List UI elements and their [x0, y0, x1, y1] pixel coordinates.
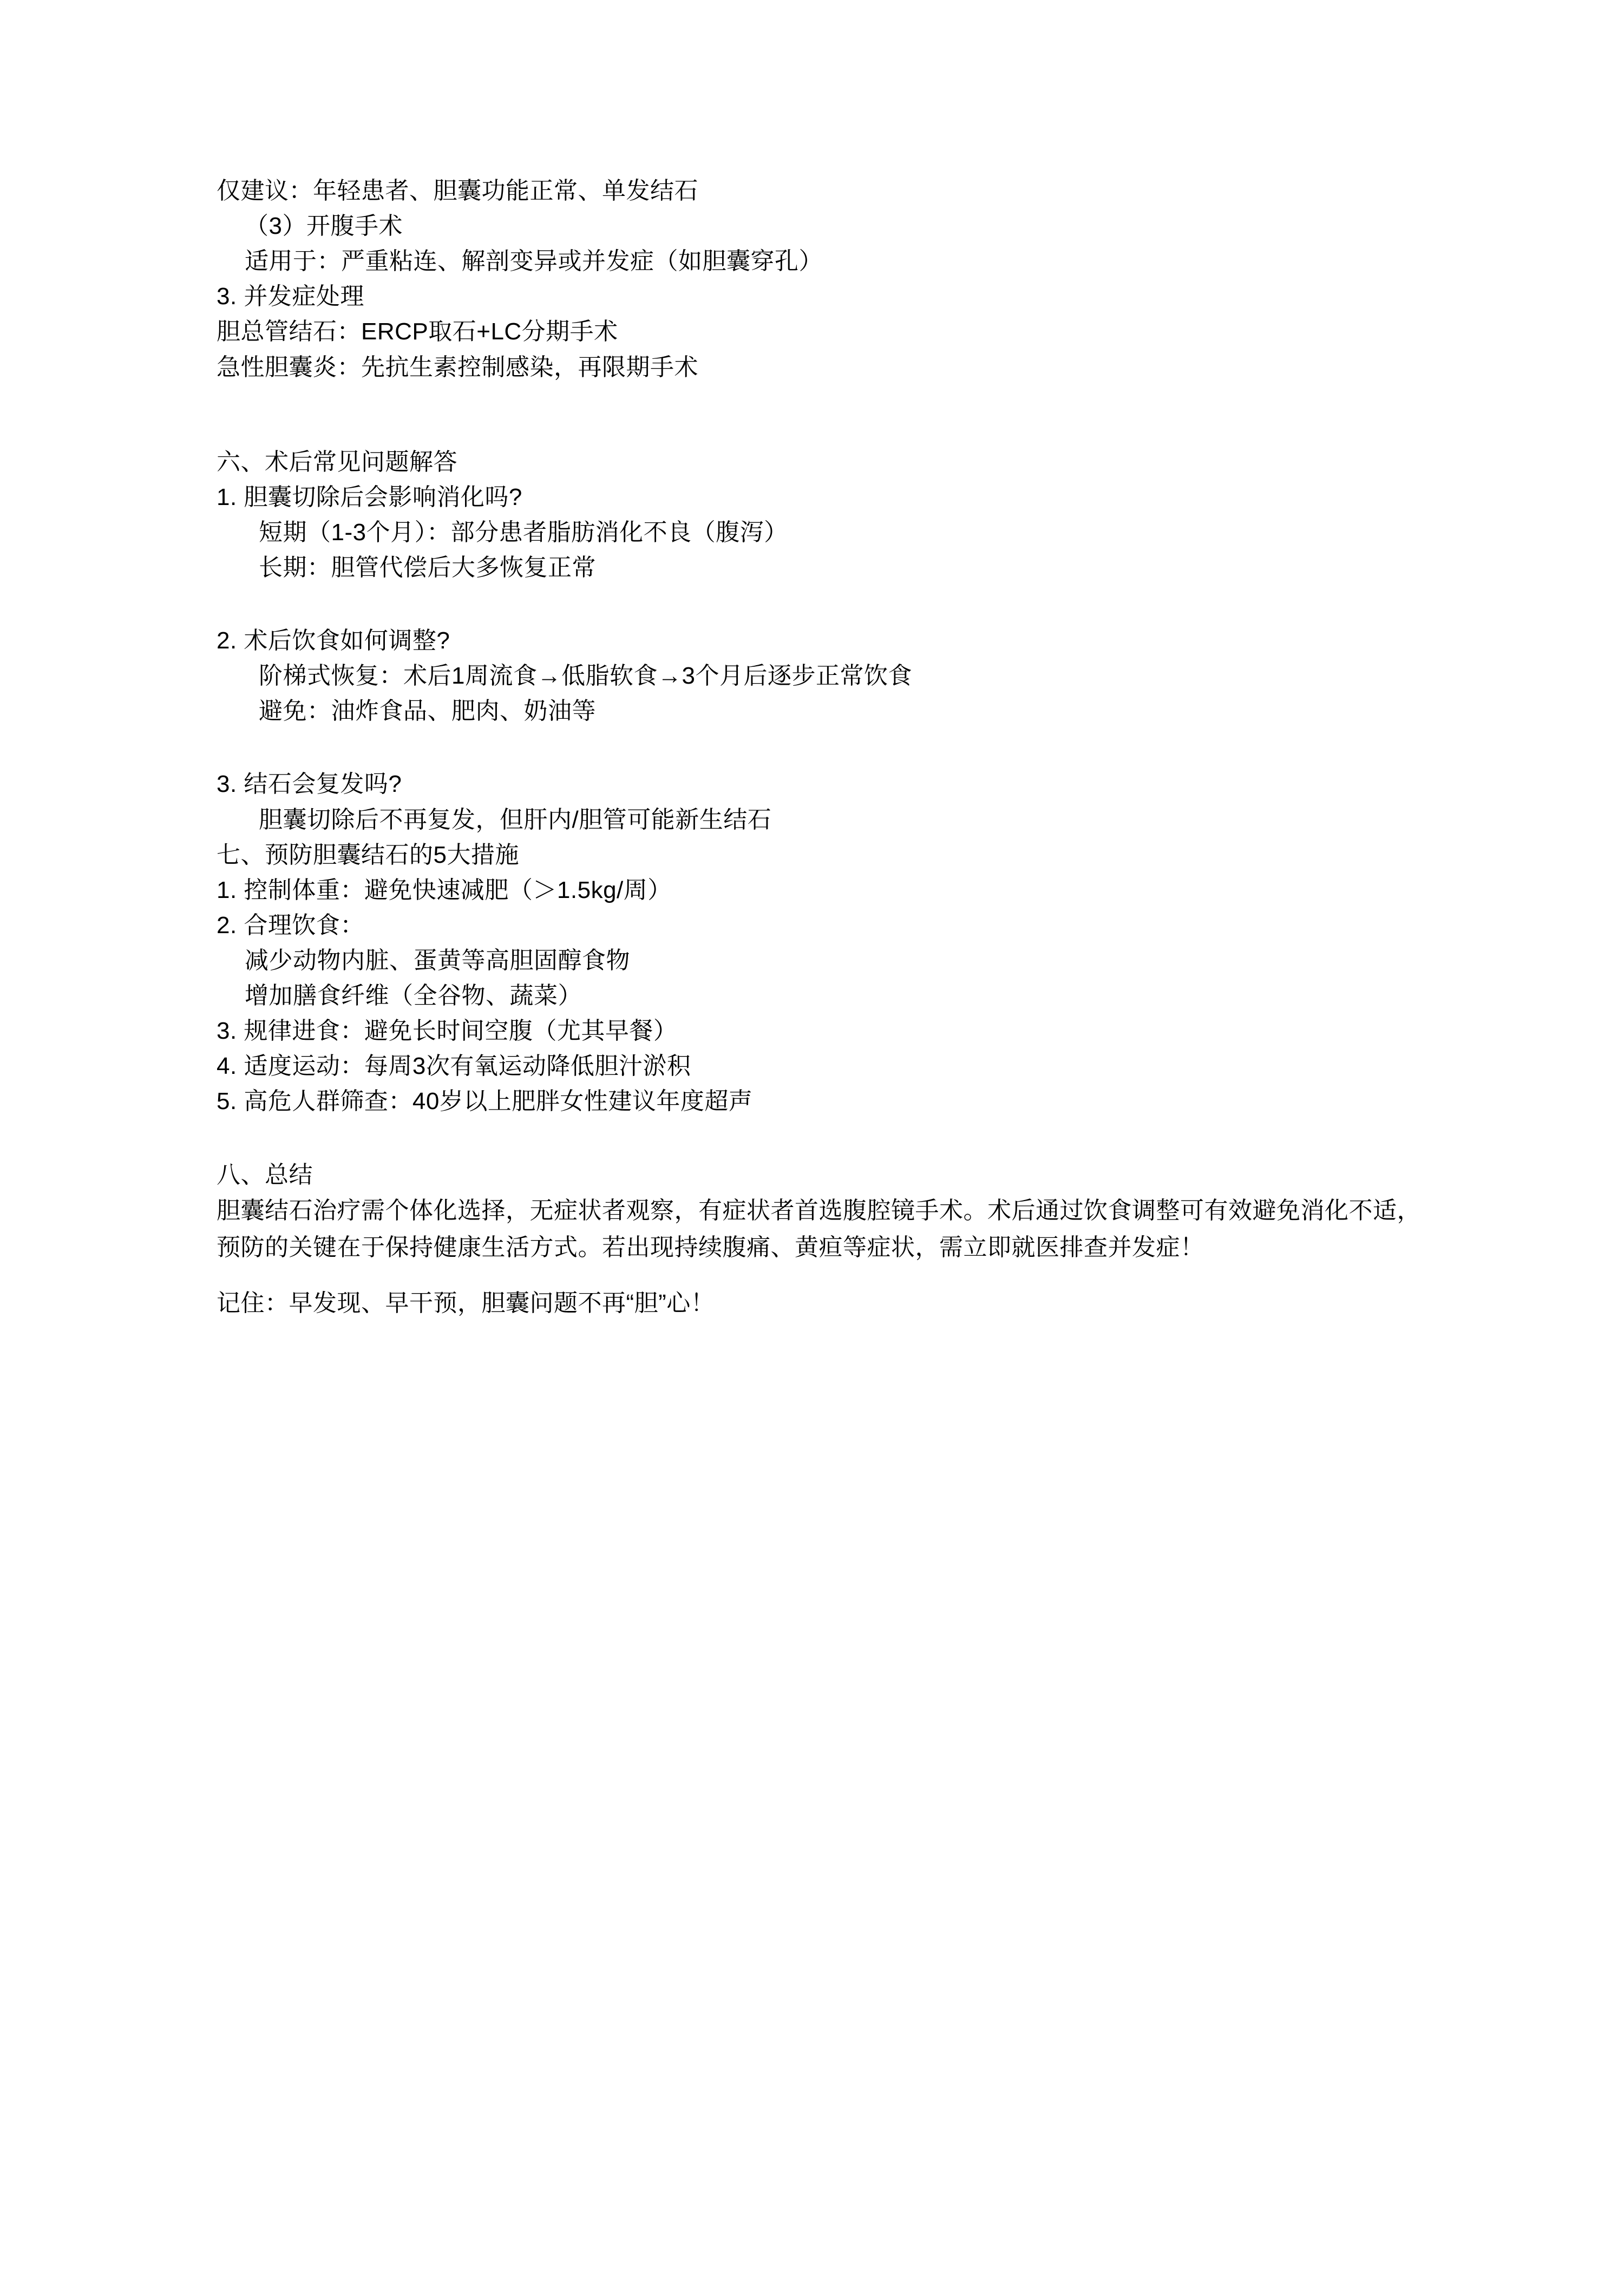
top-line-2: （3）开腹手术: [245, 213, 403, 240]
section-six-question-1: 1. 胆囊切除后会影响消化吗?: [217, 483, 522, 510]
spacer-3: [217, 729, 1429, 766]
section-seven-heading: 七、预防胆囊结石的5大措施: [217, 841, 519, 868]
section-seven-item-5: 5. 高危人群筛查：40岁以上肥胖女性建议年度超声: [217, 1088, 753, 1115]
section-eight-heading: 八、总结: [217, 1161, 313, 1188]
spacer-4: [217, 1119, 1429, 1157]
top-section: [217, 173, 1429, 385]
section-eight: [217, 1157, 1429, 1321]
spacer-2: [217, 585, 1429, 623]
section-six: [217, 444, 1429, 837]
section-seven-item-3: 3. 规律进食：避免长时间空腹（尤其早餐）: [217, 1018, 678, 1045]
top-line-3: 适用于：严重粘连、解剖变异或并发症（如胆囊穿孔）: [245, 248, 823, 275]
section-seven-item-1: 1. 控制体重：避免快速减肥（＞1.5kg/周）: [217, 876, 672, 903]
section-six-detail-3-1: 胆囊切除后不再复发，但肝内/胆管可能新生结石: [259, 806, 772, 833]
document-body: [217, 173, 1429, 1321]
section-eight-closing: 记住：早发现、早干预，胆囊问题不再“胆”心！: [217, 1290, 715, 1316]
top-line-4: 3. 并发症处理: [217, 283, 364, 310]
spacer-1: [217, 385, 1429, 444]
section-six-detail-2-1: 阶梯式恢复：术后1周流食→低脂软食→3个月后逐步正常饮食: [259, 663, 912, 690]
section-seven-item-4: 4. 适度运动：每周3次有氧运动降低胆汁淤积: [217, 1053, 691, 1080]
section-seven: [217, 837, 1429, 1119]
section-seven-item-2-sub-1: 减少动物内脏、蛋黄等高胆固醇食物: [245, 947, 630, 974]
top-line-6: 急性胆囊炎：先抗生素控制感染，再限期手术: [217, 353, 698, 381]
section-six-detail-1-1: 短期（1-3个月）：部分患者脂肪消化不良（腹泻）: [259, 519, 788, 546]
section-six-heading: 六、术后常见问题解答: [217, 448, 457, 475]
section-eight-paragraph: 胆囊结石治疗需个体化选择，无症状者观察，有症状者首选腹腔镜手术。术后通过饮食调整可有效避免消化不适，预防的关键在于保持健康生活方式。若出现持续腹痛、黄疸等症状，需立即就医排查并发症！: [217, 1197, 1421, 1261]
section-six-detail-2-2: 避免：油炸食品、肥肉、奶油等: [259, 698, 596, 725]
section-six-question-3: 3. 结石会复发吗?: [217, 771, 402, 798]
section-six-question-2: 2. 术后饮食如何调整?: [217, 627, 450, 654]
section-seven-item-2: 2. 合理饮食：: [217, 912, 364, 939]
top-line-5: 胆总管结石：ERCP取石+LC分期手术: [217, 318, 618, 345]
top-line-1: 仅建议：年轻患者、胆囊功能正常、单发结石: [217, 178, 698, 204]
spacer-5: [217, 1266, 1429, 1286]
section-six-detail-1-2: 长期：胆管代偿后大多恢复正常: [259, 554, 596, 581]
section-seven-item-2-sub-2: 增加膳食纤维（全谷物、蔬菜）: [245, 982, 582, 1009]
